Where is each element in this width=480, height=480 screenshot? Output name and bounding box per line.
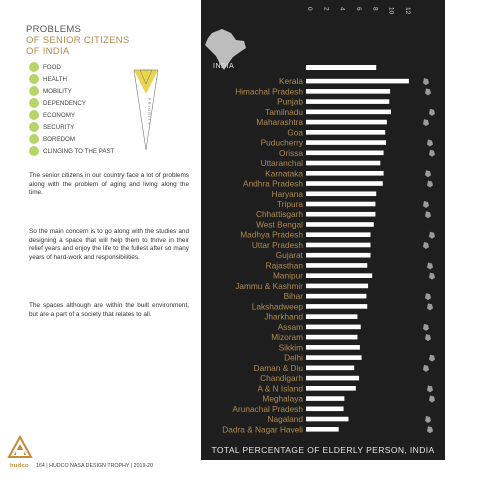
category-label: Puducherry [260, 137, 303, 148]
category-label: Orissa [279, 147, 303, 158]
bar [306, 314, 357, 319]
title-line-3: OF INDIA [26, 46, 70, 57]
bar [306, 161, 380, 166]
state-map-icon [425, 88, 431, 95]
bar [306, 427, 339, 432]
category-label: Rajasthan [265, 260, 303, 271]
bar [306, 345, 360, 350]
category-label: Arunachal Pradesh [232, 403, 303, 414]
bar [306, 212, 375, 217]
category-label: Mizoram [271, 332, 303, 343]
category-label: Chandigarh [260, 373, 303, 384]
state-map-icon [423, 324, 429, 331]
bar [306, 417, 348, 422]
category-label: Assam [277, 321, 303, 332]
bar [306, 89, 390, 94]
category-label: Nagaland [267, 414, 303, 425]
state-map-icon [429, 273, 435, 280]
bar [306, 253, 371, 258]
paragraph-concern: So the main concern is to go along with the studies and designing a space that will help them to thrive in their relief years and enjoy the life to the fullest after so many years of hard-work and responsibilities. [29, 228, 189, 261]
bar [306, 99, 389, 104]
x-tick-label: 0 [306, 7, 313, 11]
category-label: Daman & Diu [253, 362, 303, 373]
category-label: Tamilnadu [265, 106, 303, 117]
bar [306, 181, 383, 186]
state-map-icon [427, 385, 433, 392]
category-label: Dadra & Nagar Haveli [222, 424, 303, 435]
state-map-icon [425, 293, 431, 300]
category-label: Gujarat [275, 250, 303, 261]
priority-label: PRIORITY [147, 98, 151, 127]
category-label: Maharashtra [256, 117, 303, 128]
bar [306, 396, 344, 401]
category-label: Meghalaya [262, 393, 303, 404]
bar [306, 151, 384, 156]
bar [306, 263, 367, 268]
bar [306, 222, 374, 227]
page-footer: 164 | HUDCO NASA DESIGN TROPHY | 2019-20 [36, 463, 154, 469]
x-tick-label: 6 [355, 7, 362, 11]
state-map-icon [427, 181, 433, 188]
state-map-icon [429, 109, 435, 116]
category-label: Andhra Pradesh [243, 178, 303, 189]
logo-wordmark: hudco [10, 463, 29, 469]
bar [306, 243, 371, 248]
bar [306, 304, 367, 309]
bar [306, 191, 376, 196]
category-label: Uttar Pradesh [251, 239, 303, 250]
bar [306, 335, 357, 340]
bar [306, 202, 375, 207]
state-map-icon [427, 303, 433, 310]
bar [306, 140, 386, 145]
category-label: Goa [287, 127, 303, 138]
bar [306, 376, 359, 381]
x-tick-label: 4 [338, 7, 346, 11]
category-label: Uttaranchal [260, 158, 303, 169]
state-map-icon [425, 170, 431, 177]
state-map-icon [427, 140, 433, 147]
bar [306, 386, 356, 391]
bar [306, 110, 391, 115]
category-label: Manipur [273, 270, 303, 281]
bar [306, 284, 368, 289]
category-label: Tripura [277, 199, 303, 209]
state-map-icon [423, 242, 429, 249]
bar [306, 325, 361, 330]
bar [306, 294, 366, 299]
x-tick-label: 8 [371, 7, 379, 11]
category-label: Himachal Pradesh [235, 86, 303, 97]
category-label: Haryana [271, 188, 303, 199]
bar [306, 407, 344, 412]
bar [306, 232, 371, 237]
title-line-1: PROBLEMS [26, 24, 82, 35]
bar-india-total [306, 65, 376, 70]
state-map-icon [427, 426, 433, 433]
bar [306, 120, 387, 125]
category-label: A & N Island [257, 383, 303, 394]
category-label: Karnataka [265, 168, 303, 179]
bar [306, 366, 354, 371]
bar [306, 355, 362, 360]
bar [306, 171, 384, 176]
bar [306, 273, 372, 278]
state-map-icon [423, 78, 429, 85]
paragraph-intro: The senior citizens in our country face a lot of problems along with the problem of aging and living along the time. [29, 172, 189, 197]
category-label: Jammu & Kashmir [235, 280, 303, 291]
state-map-icon [423, 201, 429, 208]
state-map-icon [423, 119, 429, 126]
paragraph-spaces: The spaces although are within the built environment, but are a part of a society that relates to all. [29, 302, 189, 318]
chart-x-axis-title: TOTAL PERCENTAGE OF ELDERLY PERSON, INDIA [211, 445, 435, 455]
bar [306, 130, 385, 135]
state-map-icon [429, 355, 435, 362]
state-map-icon [423, 365, 429, 372]
category-label: Bihar [283, 291, 303, 302]
title-line-2: OF SENIOR CITIZENS [26, 35, 130, 46]
x-tick-label: 12 [404, 7, 411, 15]
state-map-icon [429, 396, 435, 403]
state-map-icon [425, 334, 431, 341]
category-label: Kerala [279, 76, 303, 87]
category-label: Madhya Pradesh [240, 229, 303, 240]
x-tick-label: 2 [322, 7, 330, 11]
india-total-label: INDIA [213, 63, 235, 70]
category-label: Punjab [277, 96, 303, 107]
state-map-icon [429, 232, 435, 239]
category-label: Chhattisgarh [255, 209, 303, 220]
state-map-icon [427, 262, 433, 269]
state-map-icon [429, 150, 435, 157]
state-map-icon [425, 416, 431, 423]
x-tick-label: 10 [387, 7, 395, 15]
category-label: Sikkim [278, 342, 303, 353]
state-map-icon [425, 211, 431, 218]
category-label: Delhi [284, 352, 303, 363]
category-label: Lakshadweep [251, 301, 303, 312]
bar [306, 79, 409, 84]
category-label: Jharkhand [264, 311, 303, 322]
category-label: West Bengal [256, 219, 303, 230]
